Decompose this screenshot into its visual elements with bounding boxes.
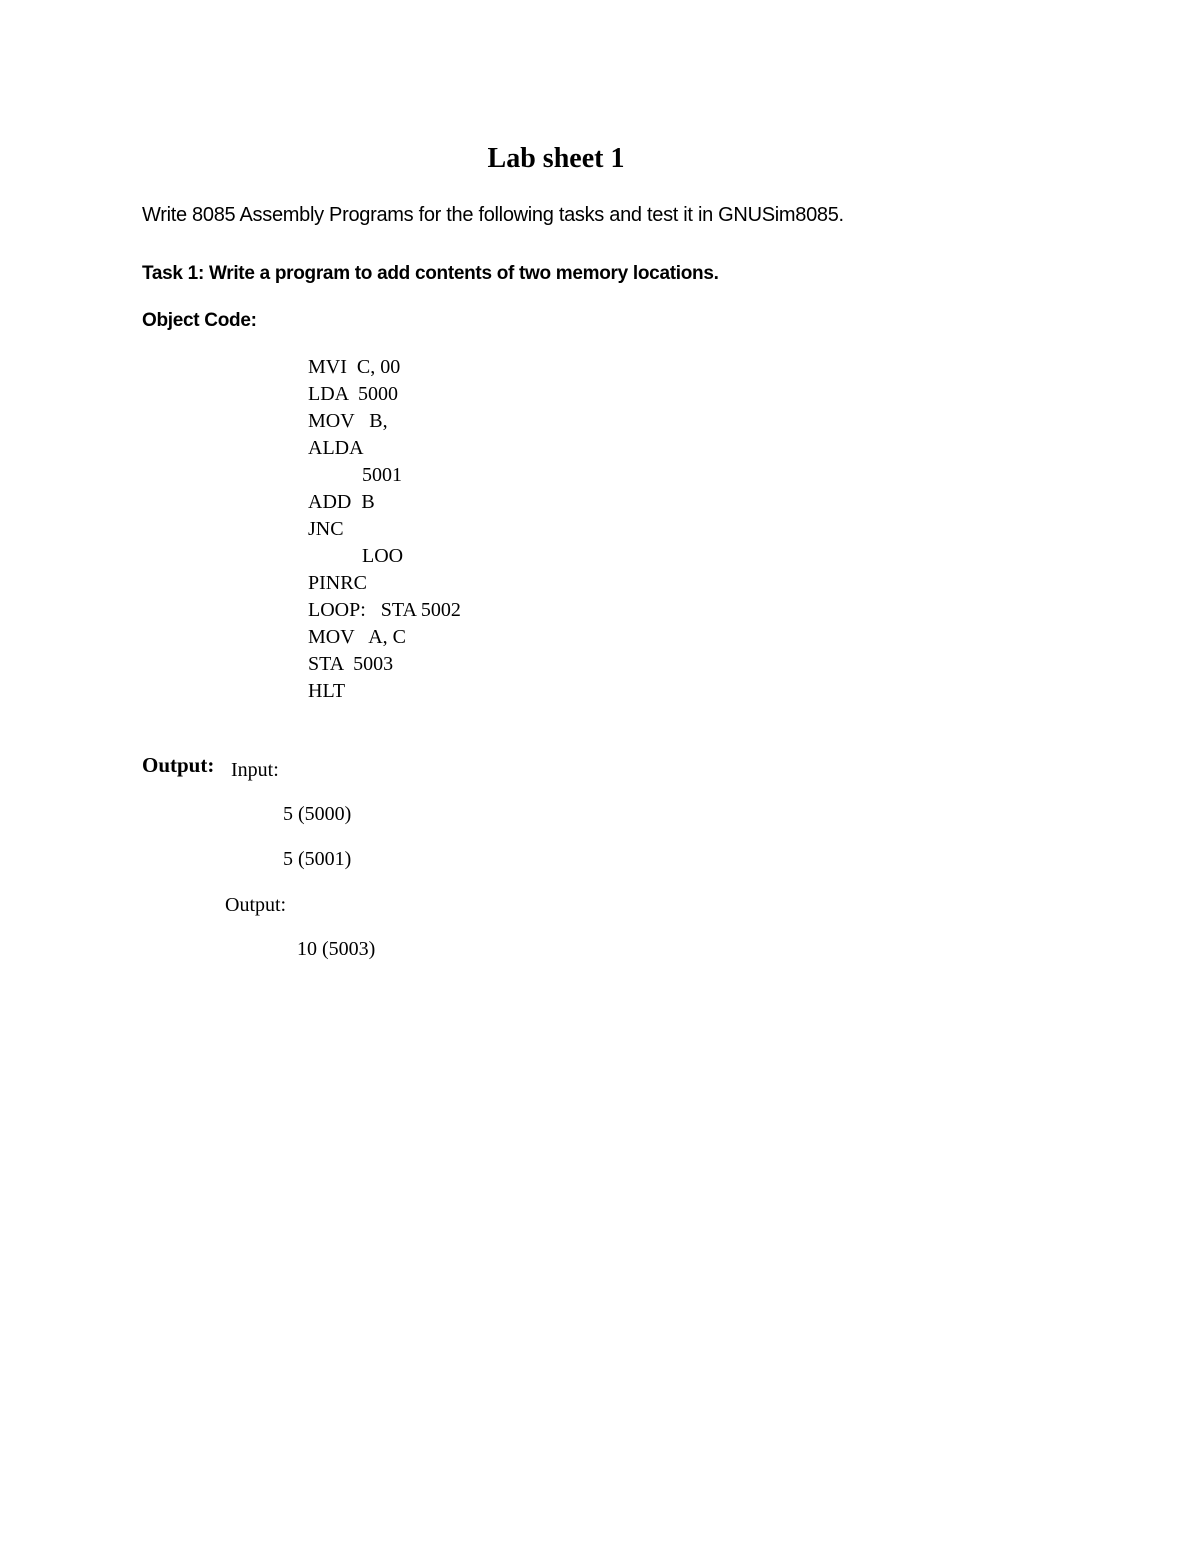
code-line: MOV A, C bbox=[308, 626, 406, 648]
code-line: ADD B bbox=[308, 491, 375, 513]
code-line: LOO bbox=[362, 545, 404, 567]
code-line: LOOP: STA 5002 bbox=[308, 599, 461, 621]
code-line: HLT bbox=[308, 680, 346, 702]
result-label: Output: bbox=[225, 894, 287, 916]
intro-text: Write 8085 Assembly Programs for the following tasks and test it in GNUSim8085. bbox=[142, 204, 844, 226]
input-value: 5 (5000) bbox=[283, 803, 352, 825]
code-line: MOV B, bbox=[308, 410, 388, 432]
input-value: 5 (5001) bbox=[283, 848, 352, 870]
code-line: STA 5003 bbox=[308, 653, 394, 675]
page-title: Lab sheet 1 bbox=[487, 143, 625, 174]
task-heading: Task 1: Write a program to add contents of two memory locations. bbox=[142, 263, 719, 284]
code-listing bbox=[308, 354, 461, 705]
code-line: JNC bbox=[308, 518, 344, 540]
code-line: PINRC bbox=[308, 572, 367, 594]
object-code-label: Object Code: bbox=[142, 310, 257, 331]
code-line: LDA 5000 bbox=[308, 383, 398, 405]
input-label: Input: bbox=[231, 759, 279, 781]
code-line: MVI C, 00 bbox=[308, 356, 401, 378]
output-heading: Output: bbox=[142, 753, 215, 777]
code-line: ALDA bbox=[308, 437, 364, 459]
result-value: 10 (5003) bbox=[297, 938, 376, 960]
code-line: 5001 bbox=[362, 464, 402, 486]
